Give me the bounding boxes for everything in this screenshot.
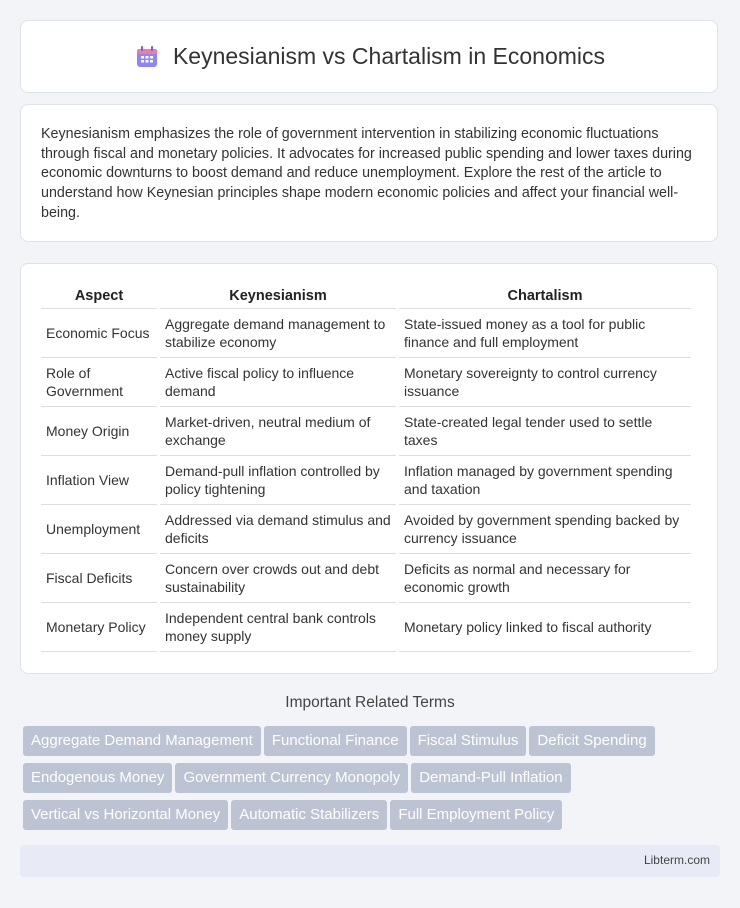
aspect-cell: Unemployment <box>41 505 157 554</box>
table-row <box>41 505 691 554</box>
chartalism-cell: Inflation managed by government spending and taxation <box>399 456 691 505</box>
calendar-icon <box>133 43 161 71</box>
intro-text: Keynesianism emphasizes the role of government intervention in stabilizing economic fluctuations through fiscal and monetary policies. It advocates for increased public spending and lower taxes during economic downturns to boost demand and reduce unemployment. Explore the rest of the article to understand how Keynesian principles shape modern economic policies and affect your financial well-being. <box>41 126 692 221</box>
chartalism-cell: Avoided by government spending backed by currency issuance <box>399 505 691 554</box>
related-term-tag[interactable]: Aggregate Demand Management <box>23 726 261 756</box>
related-term-tag[interactable]: Demand-Pull Inflation <box>411 763 570 793</box>
header-card <box>20 20 718 93</box>
aspect-cell: Inflation View <box>41 456 157 505</box>
chartalism-cell: State-issued money as a tool for public finance and full employment <box>399 309 691 358</box>
table-row <box>41 358 691 407</box>
related-term-tag[interactable]: Fiscal Stimulus <box>410 726 527 756</box>
related-term-tag[interactable]: Deficit Spending <box>529 726 654 756</box>
keynesianism-cell: Independent central bank controls money supply <box>160 603 396 652</box>
related-term-tag[interactable]: Automatic Stabilizers <box>231 800 387 830</box>
keynesianism-cell: Aggregate demand management to stabilize economy <box>160 309 396 358</box>
chartalism-cell: Monetary sovereignty to control currency issuance <box>399 358 691 407</box>
related-term-tag[interactable]: Endogenous Money <box>23 763 172 793</box>
keynesianism-cell: Active fiscal policy to influence demand <box>160 358 396 407</box>
related-term-tag[interactable]: Vertical vs Horizontal Money <box>23 800 228 830</box>
aspect-cell: Role of Government <box>41 358 157 407</box>
table-header-row <box>41 284 691 309</box>
chartalism-cell: Monetary policy linked to fiscal authority <box>399 603 691 652</box>
table-row <box>41 603 691 652</box>
table-row <box>41 554 691 603</box>
column-header: Aspect <box>41 284 157 309</box>
column-header: Keynesianism <box>160 284 396 309</box>
aspect-cell: Money Origin <box>41 407 157 456</box>
table-row <box>41 407 691 456</box>
related-term-tag[interactable]: Government Currency Monopoly <box>175 763 408 793</box>
keynesianism-cell: Addressed via demand stimulus and deficits <box>160 505 396 554</box>
comparison-table-card <box>20 263 718 674</box>
column-header: Chartalism <box>399 284 691 309</box>
keynesianism-cell: Concern over crowds out and debt sustainability <box>160 554 396 603</box>
footer-site[interactable]: Libterm.com <box>643 853 710 867</box>
table-row <box>41 456 691 505</box>
keynesianism-cell: Market-driven, neutral medium of exchange <box>160 407 396 456</box>
related-terms-title: Important Related Terms <box>285 694 455 711</box>
comparison-table <box>38 284 694 652</box>
keynesianism-cell: Demand-pull inflation controlled by policy tightening <box>160 456 396 505</box>
footer <box>20 845 720 877</box>
related-term-tag[interactable]: Functional Finance <box>264 726 407 756</box>
related-term-tag[interactable]: Full Employment Policy <box>390 800 562 830</box>
aspect-cell: Fiscal Deficits <box>41 554 157 603</box>
aspect-cell: Economic Focus <box>41 309 157 358</box>
chartalism-cell: State-created legal tender used to settle taxes <box>399 407 691 456</box>
page-title: Keynesianism vs Chartalism in Economics <box>172 43 606 69</box>
aspect-cell: Monetary Policy <box>41 603 157 652</box>
related-terms-list <box>23 726 723 837</box>
intro-card <box>20 104 718 242</box>
table-row <box>41 309 691 358</box>
chartalism-cell: Deficits as normal and necessary for economic growth <box>399 554 691 603</box>
